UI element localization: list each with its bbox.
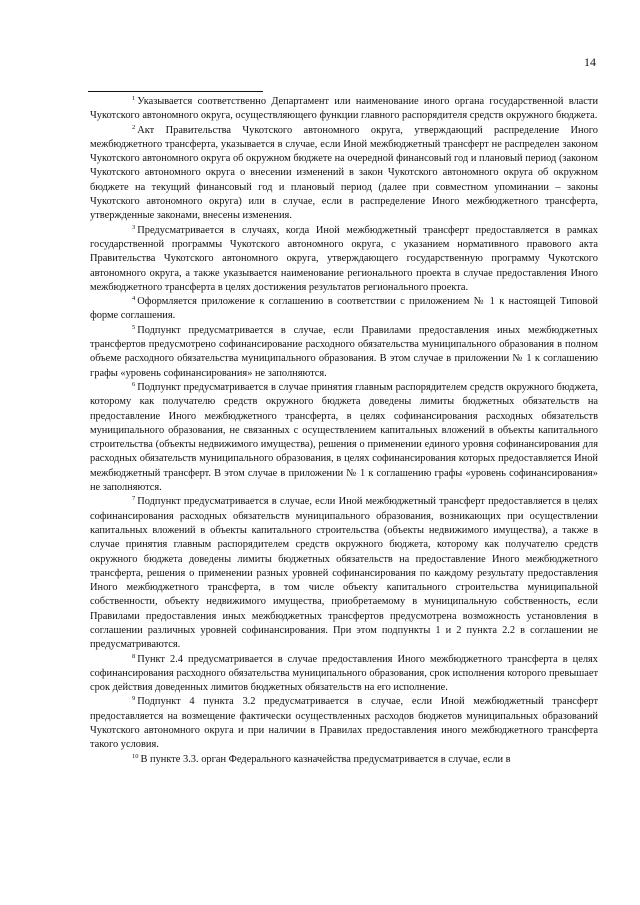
footnote-marker: 4 <box>132 295 136 303</box>
footnotes-block <box>90 95 598 767</box>
footnote-2 <box>90 124 598 224</box>
footnote-marker: 5 <box>132 323 136 331</box>
footnote-marker: 2 <box>132 123 136 131</box>
footnote-1 <box>90 95 598 124</box>
footnote-text: Акт Правительства Чукотского автономного округа, утверждающий распределение Иного межбюджетного трансферта, указывается в случае, если Иной межбюджетный трансферт не распределен законом Чукотского автономного округа об окружном бюджете на очередной финансовый год и плановый период (законом Чукотского автономного округа о внесении изменений в закон Чукотского автономного округа об окружном бюджете на текущий финансовый год и плановый период (далее при совместном упоминании – законы Чукотского автономного округа) или в случае, если в распределение Иного межбюджетного трансферта, утвержденные законами, внесены изменения. <box>90 124 598 222</box>
footnote-8 <box>90 653 598 696</box>
footnote-3 <box>90 224 598 295</box>
footnote-marker: 9 <box>132 695 136 703</box>
footnote-9 <box>90 695 598 752</box>
footnote-text: Подпункт предусматривается в случае принятия главным распорядителем средств окружного бюджета, которому как получателю средств окружного бюджета доведены лимиты бюджетных обязательств на предоставление Иного межбюджетного трансферта, в целях софинансирования расходных обязательств муниципального образования, не связанных с осуществлением капитальных вложений в объекты капитального строительства (объекты недвижимого имущества), решения о применении единого уровня софинансирования для расходных обязательств муниципального образования, в целях софинансирования которых предоставляется Иной межбюджетный трансферт. В этом случае в приложении № 1 к соглашению графы «уровень софинансирования» не заполняются. <box>90 381 598 494</box>
footnote-marker: 1 <box>132 95 136 102</box>
footnote-separator <box>88 91 263 92</box>
footnote-6 <box>90 381 598 495</box>
footnote-4 <box>90 295 598 324</box>
footnote-text: Подпункт 4 пункта 3.2 предусматривается в случае, если Иной межбюджетный трансферт предоставляется на возмещение фактически осуществленных расходов бюджетов муниципальных образований Чукотского автономного округа и при наличии в Правилах предоставления иного межбюджетного трансферта такого условия. <box>90 696 598 751</box>
footnote-7 <box>90 495 598 652</box>
footnote-marker: 3 <box>132 223 136 231</box>
footnote-5 <box>90 324 598 381</box>
footnote-text: Подпункт предусматривается в случае, если Иной межбюджетный трансферт предоставляется в целях софинансирования расходных обязательств муниципального образования, возникающих при осуществлении капитальных вложений в объекты капитального строительства (объекты недвижимого имущества), а также в случае принятия главным распорядителем средств окружного бюджета, которому как получателю средств окружного бюджета доведены лимиты бюджетных обязательств на предоставление Иного межбюджетного трансферта, решения о применении разных уровней софинансирования по каждому результату предоставления Иного межбюджетного трансферта, в том числе объекту капитального строительства муниципальной собственности, объекту недвижимого имущества, приобретаемому в муниципальную собственность, если Правилами предоставления иных межбюджетных трансфертов предусмотрена возможность установления в соглашении различных уровней софинансирования. При этом подпункты 1 и 2 пункта 2.2 в соглашении не предусматриваются. <box>90 496 598 651</box>
footnote-marker: 8 <box>132 652 136 660</box>
footnote-marker: 10 <box>132 752 139 760</box>
footnote-text: Предусматривается в случаях, когда Иной межбюджетный трансферт предоставляется в рамках государственной программы Чукотского автономного округа, с указанием нормативного правового акта Правительства Чукотского автономного округа, утверждающего государственную программу Чукотского автономного округа, а также указывается наименование регионального проекта в случае предоставления Иного межбюджетного трансферта в целях достижения результатов регионального проекта. <box>90 224 598 293</box>
footnote-marker: 6 <box>132 380 136 388</box>
footnote-text: Пункт 2.4 предусматривается в случае предоставления Иного межбюджетного трансферта в целях софинансирования расходного обязательства муниципального образования, срок исполнения которого превышает срок действия доведенных лимитов бюджетных обязательств на его исполнение. <box>90 653 598 694</box>
footnote-10 <box>90 753 598 767</box>
page-number: 14 <box>584 55 596 69</box>
footnote-text: Подпункт предусматривается в случае, если Правилами предоставления иных межбюджетных трансфертов предусмотрено софинансирование расходного обязательства муниципального образования в полном объеме расходного обязательства муниципального образования. В этом случае в приложении № 1 к соглашению графы «уровень софинансирования» не заполняются. <box>90 324 598 379</box>
footnote-text: В пункте 3.3. орган Федерального казначейства предусматривается в случае, если в <box>140 753 511 765</box>
footnote-text: Указывается соответственно Департамент или наименование иного органа государственной власти Чукотского автономного округа, осуществляющего функции главного распорядителя средств окружного бюджета. <box>90 96 598 122</box>
footnote-text: Оформляется приложение к соглашению в соответствии с приложением № 1 к настоящей Типовой форме соглашения. <box>90 296 598 322</box>
footnote-marker: 7 <box>132 495 136 503</box>
